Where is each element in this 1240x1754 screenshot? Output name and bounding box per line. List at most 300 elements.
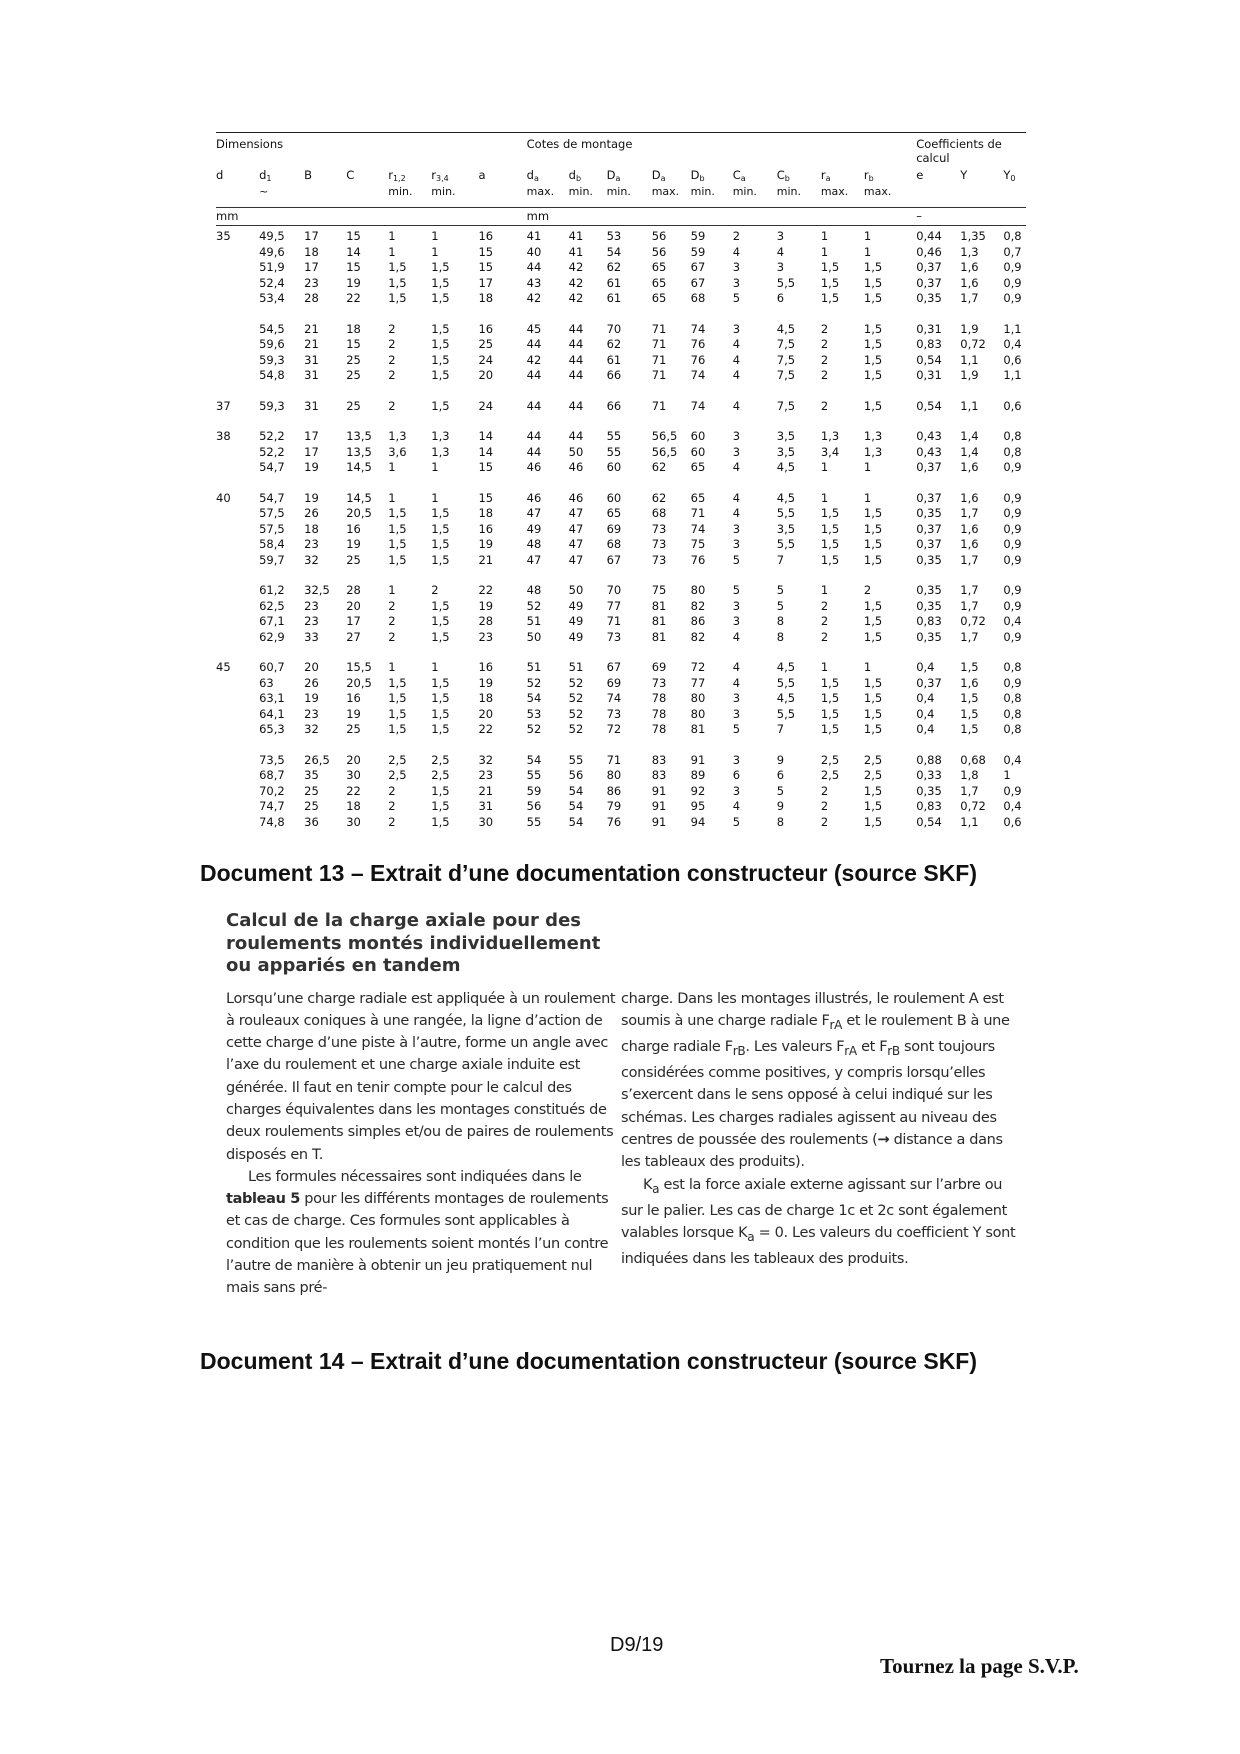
table-cell: 28: [478, 614, 494, 628]
table-cell: 1,5: [431, 629, 450, 644]
table-cell: 3: [732, 598, 741, 613]
table-cell: 20: [346, 752, 361, 767]
table-cell: 31: [478, 799, 494, 813]
table-cell: 73: [651, 537, 667, 551]
table-cell: 94: [690, 814, 706, 829]
left-paragraph-2: Les formules nécessaires sont indiquées dans le tableau 5 pour les différents montages de roulements et cas de charge. Ces formules sont applicables à condition que les roulements soient montés l’un contre l’autre de manière à obtenir un jeu pratiquement nul mais sans pré-: [226, 1168, 609, 1297]
bore-diameter-cell: [216, 815, 259, 831]
table-cell: 1,5: [863, 675, 883, 690]
table-cell: 41: [526, 229, 542, 243]
table-cell: 15: [346, 229, 361, 243]
table-cell: 1,5: [863, 706, 883, 721]
table-cell: 69: [606, 521, 622, 536]
table-cell: 1: [388, 490, 396, 505]
table-cell: 74: [690, 398, 706, 413]
table-cell: 63,1: [259, 691, 285, 705]
table-row: [216, 506, 1026, 522]
table-cell: 71: [651, 321, 667, 336]
bore-diameter-cell: [216, 537, 259, 553]
table-cell: 61,2: [259, 583, 285, 597]
table-cell: 0,83: [916, 337, 942, 351]
table-cell: 4: [732, 506, 741, 520]
table-row: [216, 599, 1026, 615]
table-cell: 0,54: [916, 398, 942, 413]
table-cell: 65: [651, 275, 667, 290]
bore-diameter-cell: 35: [216, 229, 231, 243]
table-row: [216, 799, 1026, 815]
block-spacer: [216, 476, 1026, 491]
table-row: [216, 583, 1026, 599]
table-cell: 30: [346, 814, 361, 829]
table-cell: 83: [651, 752, 667, 767]
table-cell: 1,9: [960, 321, 979, 336]
table-row: [216, 537, 1026, 553]
article-title: Calcul de la charge axiale pour des roulements montés individuellement ou appariés en tandem: [226, 910, 601, 976]
table-cell: 81: [690, 722, 706, 736]
table-cell: 52: [568, 722, 584, 736]
table-cell: 7,5: [776, 398, 796, 413]
table-cell: 0,72: [960, 799, 986, 813]
table-cell: 17: [304, 444, 319, 459]
table-cell: 53,4: [259, 291, 285, 305]
table-cell: 0,8: [1003, 429, 1022, 443]
table-cell: 0,37: [916, 275, 942, 290]
table-cell: 26,5: [304, 752, 330, 767]
table-cell: 1,5: [388, 691, 407, 705]
table-cell: 59: [690, 244, 706, 259]
table-cell: 42: [568, 275, 584, 290]
table-cell: 59,7: [259, 552, 285, 567]
table-cell: 0,9: [1003, 583, 1022, 597]
bore-diameter-cell: [216, 614, 259, 630]
table-cell: 5: [776, 783, 785, 798]
table-cell: 48: [526, 537, 542, 551]
bore-diameter-cell: [216, 799, 259, 815]
table-cell: 1,1: [1003, 368, 1022, 382]
table-cell: 1,5: [960, 660, 979, 674]
table-cell: 8: [776, 629, 785, 644]
table-cell: 78: [651, 722, 667, 736]
table-cell: 92: [690, 783, 706, 798]
table-cell: 56,5: [651, 444, 678, 459]
table-cell: 2,5: [863, 752, 883, 767]
table-cell: 51: [568, 660, 584, 674]
table-cell: 46: [568, 460, 584, 474]
block-spacer: [216, 645, 1026, 660]
table-cell: 4,5: [776, 490, 796, 505]
bore-diameter-cell: 38: [216, 429, 231, 443]
table-cell: 55: [526, 768, 542, 782]
table-cell: 72: [606, 722, 622, 736]
table-cell: 3,6: [388, 444, 407, 459]
table-cell: 91: [651, 814, 667, 829]
table-cell: 2: [732, 229, 741, 243]
table-cell: 32,5: [304, 583, 330, 597]
table-cell: 49,5: [259, 229, 285, 243]
table-cell: 0,8: [1003, 229, 1022, 243]
table-cell: 54: [568, 799, 584, 813]
bore-diameter-cell: [216, 260, 259, 276]
table-cell: 1,5: [431, 598, 450, 613]
table-cell: 31: [304, 352, 319, 367]
table-cell: 1,5: [820, 691, 840, 705]
table-cell: 15: [478, 244, 494, 259]
block-spacer: [216, 414, 1026, 429]
table-cell: 25: [346, 398, 361, 413]
table-cell: 20: [478, 368, 494, 382]
table-cell: 15: [346, 260, 361, 274]
table-cell: 67: [606, 552, 622, 567]
table-cell: 62: [651, 490, 667, 505]
table-cell: 0,8: [1003, 444, 1022, 459]
table-cell: 50: [526, 629, 542, 644]
table-cell: 1: [863, 660, 872, 674]
table-cell: 18: [346, 799, 361, 813]
table-cell: 5: [732, 552, 741, 567]
table-cell: 2,5: [431, 768, 450, 782]
group-cotes-de-montage: Cotes de montage: [526, 137, 633, 151]
table-cell: 1,5: [431, 506, 450, 520]
table-cell: 0,9: [1003, 675, 1022, 690]
table-cell: 52,2: [259, 444, 285, 459]
table-cell: 62: [606, 337, 622, 351]
table-cell: 0,33: [916, 768, 942, 782]
table-cell: 1: [820, 229, 829, 243]
table-cell: 1: [431, 490, 439, 505]
table-row: [216, 276, 1026, 292]
table-cell: 1,5: [431, 799, 450, 813]
table-cell: 3: [732, 429, 741, 443]
table-cell: 64,1: [259, 706, 285, 721]
table-cell: 7,5: [776, 352, 796, 367]
table-cell: 49,6: [259, 244, 285, 259]
bore-diameter-cell: [216, 691, 259, 707]
table-cell: 52,4: [259, 275, 285, 290]
table-cell: 49: [568, 629, 584, 644]
table-cell: 3: [732, 321, 741, 336]
table-cell: 21: [478, 552, 494, 567]
table-cell: 20: [478, 706, 494, 721]
table-cell: 73: [651, 521, 667, 536]
table-cell: 0,35: [916, 598, 942, 613]
table-cell: 1,1: [960, 352, 979, 367]
table-cell: 69: [606, 675, 622, 690]
table-cell: 1,1: [960, 814, 979, 829]
column-header: C: [346, 168, 355, 182]
table-cell: 2,5: [388, 752, 407, 767]
table-cell: 59,3: [259, 398, 285, 413]
table-cell: 5,5: [776, 706, 796, 721]
table-cell: 1,5: [431, 337, 450, 351]
table-cell: 0,4: [1003, 799, 1022, 813]
table-cell: 42: [568, 260, 584, 274]
table-cell: 56: [651, 229, 667, 243]
table-cell: 0,4: [916, 660, 935, 674]
table-cell: 15: [478, 460, 494, 474]
table-cell: 1,5: [820, 275, 840, 290]
table-cell: 0,9: [1003, 275, 1022, 290]
table-cell: 49: [526, 521, 542, 536]
table-cell: 2: [388, 398, 396, 413]
table-cell: 0,35: [916, 629, 942, 644]
table-cell: 1,5: [431, 783, 450, 798]
table-cell: 60: [690, 444, 706, 459]
table-cell: 77: [606, 598, 622, 613]
table-cell: 83: [651, 768, 667, 782]
table-cell: 78: [651, 706, 667, 721]
column-header: $r_{3,4}$ min.: [431, 168, 456, 198]
right-paragraph-2: $K_a$ est la force axiale externe agissant sur l’arbre ou sur le palier. Les cas de charge 1c et 2c sont également valables lorsque $K_a = 0$. Les valeurs du coefficient Y sont indiquées dans les tableaux des produits.: [621, 1176, 1016, 1268]
table-cell: 30: [478, 814, 494, 829]
table-cell: 47: [526, 552, 542, 567]
table-cell: 16: [478, 229, 494, 243]
table-cell: 23: [304, 706, 319, 721]
table-row: [216, 337, 1026, 353]
table-cell: 27: [346, 629, 361, 644]
table-cell: 68: [606, 537, 622, 551]
table-cell: 1,1: [960, 398, 979, 413]
table-cell: 1: [820, 244, 829, 259]
table-cell: 0,4: [1003, 614, 1022, 628]
table-cell: 42: [526, 352, 542, 367]
table-cell: 80: [690, 691, 706, 705]
table-cell: 1,5: [431, 291, 450, 305]
table-cell: 2,5: [820, 768, 840, 782]
table-cell: 65: [690, 490, 706, 505]
table-cell: 2: [431, 583, 439, 597]
table-row: [216, 707, 1026, 723]
table-cell: 25: [478, 337, 494, 351]
table-cell: 1,5: [863, 722, 883, 736]
table-cell: 71: [606, 752, 622, 767]
table-cell: 91: [651, 783, 667, 798]
column-header-row: [216, 169, 1026, 208]
table-cell: 2: [388, 352, 396, 367]
table-row: [216, 784, 1026, 800]
table-cell: 0,8: [1003, 691, 1022, 705]
column-header: $C_b$ min.: [776, 168, 802, 198]
arrow-icon: →: [877, 1132, 890, 1149]
table-cell: 1: [820, 583, 829, 597]
table-cell: 1,1: [1003, 321, 1022, 336]
table-cell: 7: [776, 552, 785, 567]
table-cell: 20,5: [346, 675, 372, 690]
table-cell: 1,9: [960, 368, 979, 382]
table-cell: 2: [820, 337, 829, 351]
table-cell: 71: [690, 506, 706, 520]
table-cell: 2: [388, 368, 396, 382]
table-cell: 86: [606, 783, 622, 798]
table-cell: 1,5: [431, 398, 450, 413]
table-cell: 17: [478, 275, 494, 290]
table-cell: 43: [526, 275, 542, 290]
table-cell: 5: [732, 583, 741, 597]
table-cell: 1: [863, 229, 872, 243]
table-cell: 52: [568, 675, 584, 690]
document-13-caption: Document 13 – Extrait d’une documentation constructeur (source SKF): [200, 860, 978, 886]
table-cell: 76: [690, 352, 706, 367]
bore-diameter-cell: [216, 722, 259, 738]
column-header: $D_a$ max.: [651, 168, 680, 198]
table-cell: 1: [1003, 768, 1011, 782]
table-body: [216, 226, 1026, 831]
table-cell: 56: [651, 244, 667, 259]
table-cell: 42: [526, 291, 542, 305]
table-cell: 73: [606, 629, 622, 644]
table-cell: 17: [304, 229, 319, 243]
table-cell: 0,35: [916, 291, 942, 305]
table-cell: 21: [304, 337, 319, 351]
table-cell: 4: [732, 460, 741, 474]
table-cell: 4: [732, 337, 741, 351]
table-cell: 54,7: [259, 460, 285, 474]
table-cell: 25: [346, 552, 361, 567]
table-cell: 20: [304, 660, 319, 674]
table-cell: 15: [478, 260, 494, 274]
table-cell: 2,5: [820, 752, 840, 767]
table-cell: 23: [478, 629, 494, 644]
table-cell: 1,5: [431, 275, 450, 290]
bore-diameter-cell: [216, 506, 259, 522]
block-spacer: [216, 568, 1026, 583]
table-cell: 19: [346, 275, 361, 290]
unit-dimensions: mm: [216, 208, 527, 226]
table-cell: 19: [304, 460, 319, 474]
table-cell: 51: [526, 614, 542, 628]
table-cell: 23: [304, 537, 319, 551]
table-cell: 59,3: [259, 352, 285, 367]
table-cell: 4: [776, 244, 785, 259]
table-cell: 62,9: [259, 629, 285, 644]
table-cell: 32: [304, 552, 319, 567]
table-cell: 7,5: [776, 368, 796, 382]
table-cell: 1,5: [820, 521, 840, 536]
table-cell: 2: [388, 598, 396, 613]
bore-diameter-cell: 40: [216, 490, 231, 505]
table-cell: 22: [346, 783, 361, 798]
table-cell: 0,72: [960, 614, 986, 628]
table-cell: 0,54: [916, 352, 942, 367]
table-cell: 30: [346, 768, 361, 782]
table-row: [216, 445, 1026, 461]
table-cell: 4,5: [776, 660, 796, 674]
table-cell: 9: [776, 752, 785, 767]
table-cell: 4: [732, 368, 741, 382]
table-cell: 0,46: [916, 244, 942, 259]
table-cell: 1,5: [388, 722, 407, 736]
table-cell: 62: [651, 460, 667, 474]
table-cell: 48: [526, 583, 542, 597]
table-cell: 25: [346, 352, 361, 367]
table-cell: 50: [568, 583, 584, 597]
table-cell: 1,5: [431, 552, 450, 567]
table-cell: 67: [690, 275, 706, 290]
table-cell: 13,5: [346, 444, 372, 459]
table-cell: 0,4: [916, 706, 935, 721]
table-cell: 59: [526, 783, 542, 798]
table-cell: 17: [304, 260, 319, 274]
table-cell: 5,5: [776, 275, 796, 290]
table-cell: 1,3: [388, 429, 407, 443]
table-cell: 55: [606, 444, 622, 459]
table-cell: 8: [776, 614, 785, 628]
table-row: [216, 676, 1026, 692]
table-cell: 1,5: [388, 521, 407, 536]
table-cell: 74: [690, 368, 706, 382]
table-cell: 1,6: [960, 275, 979, 290]
table-cell: 25: [304, 783, 319, 798]
table-cell: 1,5: [863, 368, 883, 382]
table-cell: 49: [568, 598, 584, 613]
table-cell: 4: [732, 398, 741, 413]
table-cell: 52: [526, 722, 542, 736]
table-cell: 54,7: [259, 490, 285, 505]
table-cell: 71: [651, 398, 667, 413]
table-cell: 52,2: [259, 429, 285, 443]
table-cell: 4: [732, 660, 741, 674]
bore-diameter-cell: [216, 291, 259, 307]
table-cell: 1,5: [863, 291, 883, 305]
column-header: $C_a$ min.: [732, 168, 757, 198]
table-cell: 2: [820, 799, 829, 813]
table-cell: 3: [776, 260, 785, 274]
table-cell: 0,88: [916, 752, 942, 767]
table-cell: 18: [304, 244, 319, 259]
table-cell: 19: [304, 691, 319, 705]
table-cell: 70: [606, 583, 622, 597]
table-cell: 44: [526, 429, 542, 443]
table-row: [216, 429, 1026, 445]
table-row: [216, 322, 1026, 338]
table-cell: 60: [690, 429, 706, 443]
table-row: [216, 522, 1026, 538]
table-cell: 2: [820, 629, 829, 644]
unit-coefficients: –: [916, 208, 1026, 226]
table-cell: 54: [568, 814, 584, 829]
table-cell: 1,5: [431, 691, 450, 705]
table-cell: 0,9: [1003, 506, 1022, 520]
table-cell: 1: [820, 490, 829, 505]
bore-diameter-cell: 37: [216, 398, 231, 413]
table-cell: 54: [526, 752, 542, 767]
table-cell: 14,5: [346, 490, 372, 505]
table-cell: 74: [606, 691, 622, 705]
table-cell: 66: [606, 398, 622, 413]
table-cell: 70,2: [259, 783, 285, 798]
table-cell: 1,5: [431, 675, 450, 690]
table-cell: 65,3: [259, 722, 285, 736]
table-cell: 17: [304, 429, 319, 443]
table-cell: 1,6: [960, 460, 979, 474]
bore-diameter-cell: [216, 553, 259, 569]
table-cell: 6: [732, 768, 741, 782]
table-cell: 1: [388, 583, 396, 597]
table-cell: 2: [388, 337, 396, 351]
right-paragraph-1: charge. Dans les montages illustrés, le roulement A est soumis à une charge radiale $F_{rA}$ et le roulement B à une charge radiale $F_{rB}$. Les valeurs $F_{rA}$ et $F_{rB}$ sont toujours considérées comme positives, y compris lorsqu’elles s’exercent dans le sens opposé à celui indiqué sur les schémas. Les charges radiales agissent au niveau des centres de poussée des roulements (→ distance a dans les tableaux des produits).: [621, 990, 1010, 1171]
table-cell: 95: [690, 799, 706, 813]
turn-page-note: Tournez la page S.V.P.: [880, 1654, 1079, 1678]
table-cell: 23: [478, 768, 494, 782]
table-cell: 2: [388, 614, 396, 628]
table-cell: 14: [346, 244, 361, 259]
table-cell: 1,5: [863, 506, 883, 520]
table-cell: 1,5: [388, 552, 407, 567]
table-cell: 1,7: [960, 552, 979, 567]
table-cell: 46: [526, 490, 542, 505]
table-cell: 0,6: [1003, 352, 1022, 367]
table-cell: 74: [690, 321, 706, 336]
table-cell: 70: [606, 321, 622, 336]
